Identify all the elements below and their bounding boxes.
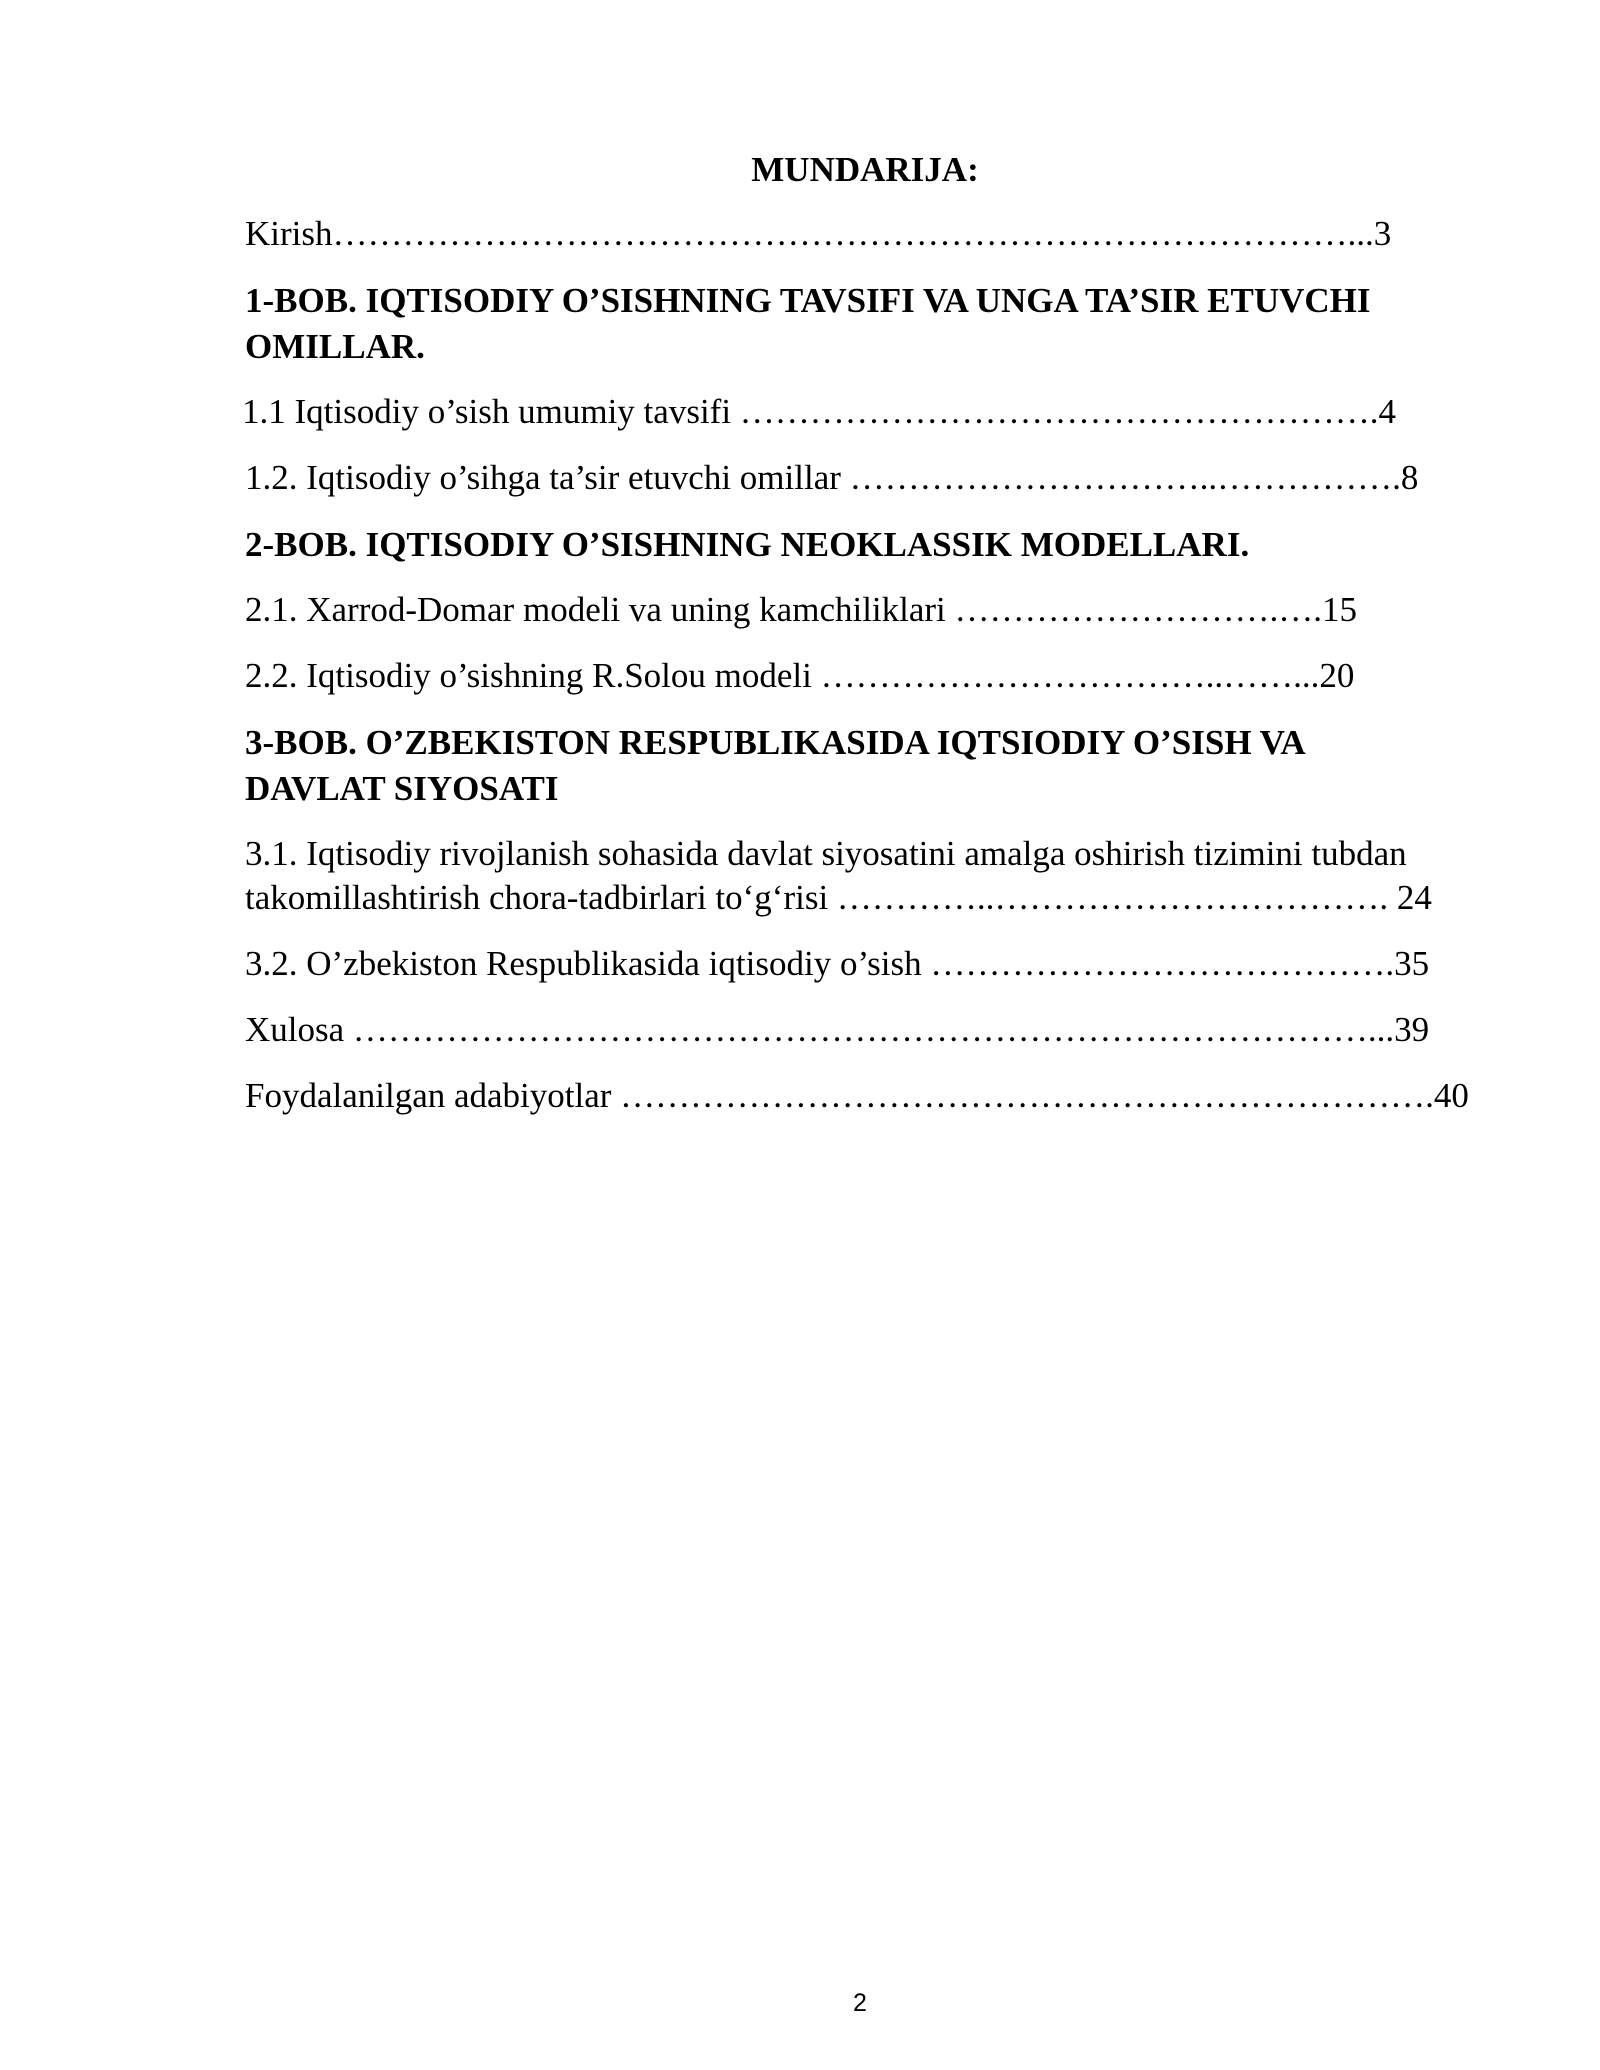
toc-entry-1-2: 1.2. Iqtisodiy o’sihga ta’sir etuvchi omillar …………………………..…………….8: [245, 458, 1419, 497]
toc-entry-3-1-line-2: takomillashtirish chora-tadbirlari to‘g‘risi …………..……………………………. 24: [245, 878, 1432, 917]
toc-title: MUNDARIJA:: [751, 150, 979, 189]
toc-chapter-1-line-1: 1-BOB. IQTISODIY O’SISHNING TAVSIFI VA UNGA TA’SIR ETUVCHI: [245, 281, 1371, 320]
toc-chapter-1: [245, 278, 1495, 370]
toc-chapter-2: [245, 522, 1495, 568]
toc-entry-1-1: 1.1 Iqtisodiy o’sish umumiy tavsifi ……………………………………………….4: [242, 392, 1397, 431]
toc-entry-xulosa: Xulosa ……………………………………………………………………………...39: [245, 1010, 1430, 1049]
toc-entry-kirish: Kirish……………………………………………………………………………...3: [245, 214, 1392, 253]
page-number: 2: [853, 1989, 867, 2017]
toc-entry-3-1-line-1: 3.1. Iqtisodiy rivojlanish sohasida davlat siyosatini amalga oshirish tizimini tubdan: [245, 834, 1407, 873]
toc-entry-2-2: 2.2. Iqtisodiy o’sishning R.Solou modeli ……………………………..……...20: [245, 656, 1355, 695]
toc-entry-2-1: 2.1. Xarrod-Domar modeli va uning kamchiliklari ……………………….….15: [245, 590, 1358, 629]
toc-entry-adabiyotlar: Foydalanilgan adabiyotlar …………………………………………………………….40: [245, 1076, 1469, 1115]
toc-chapter-3-line-1: 3-BOB. O’ZBEKISTON RESPUBLIKASIDA IQTSIODIY O’SISH VA: [245, 723, 1306, 762]
toc-chapter-3: [245, 720, 1495, 812]
table-of-contents: [242, 212, 1495, 1140]
toc-chapter-1-line-2: OMILLAR.: [245, 327, 425, 366]
toc-chapter-3-line-2: DAVLAT SIYOSATI: [245, 769, 559, 808]
toc-entry-3-1: [245, 832, 1495, 920]
toc-chapter-2-line-1: 2-BOB. IQTISODIY O’SISHNING NEOKLASSIK MODELLARI.: [245, 525, 1250, 564]
toc-entry-3-2: 3.2. O’zbekiston Respublikasida iqtisodiy o’sish ………………………………….35: [245, 944, 1430, 983]
